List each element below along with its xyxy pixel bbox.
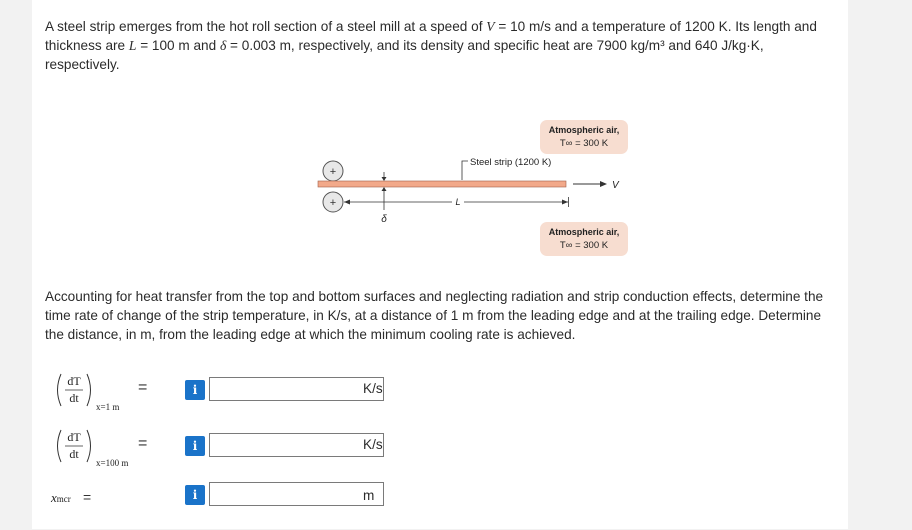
info-icon[interactable]: i [185, 380, 205, 400]
left-paren [58, 430, 62, 462]
info-icon[interactable]: i [185, 436, 205, 456]
answer-row-3 [32, 480, 848, 530]
problem-card [32, 0, 848, 529]
velocity-arrowhead [600, 181, 607, 187]
unit-label: K/s [363, 381, 383, 396]
distance-subscript: mcr [56, 494, 71, 504]
statement-text: = 0.003 m, respectively, and its density and specific heat are 7900 kg/m³ and 640 J/kg·K, respectively. [45, 38, 764, 72]
length-label: L [455, 197, 461, 207]
top-roller-symbol: + [329, 166, 337, 178]
rate-subscript: x=100 m [96, 458, 129, 468]
steel-strip-figure [282, 118, 632, 258]
right-paren [87, 374, 91, 406]
bottom-roller-symbol: + [329, 197, 337, 209]
length-symbol: L [128, 38, 137, 53]
thickness-symbol: δ [219, 38, 227, 53]
left-paren [58, 374, 62, 406]
question-text: Accounting for heat transfer from the top and bottom surfaces and neglecting radiation and strip conduction effects, determine the time rate of change of the strip temperature, in K/s, at a distance of 1 m from the leading edge and at the trailing edge. Determine the distance, in m, from the leading edge at which the minimum cooling rate is achieved. [45, 289, 824, 342]
answer-row-1 [32, 368, 848, 418]
thickness-label: δ [381, 214, 387, 225]
rate-expression-2 [52, 426, 142, 468]
statement-text: A steel strip emerges from the hot roll section of a steel mill at a speed of [45, 19, 487, 34]
length-arrowhead-left [344, 200, 350, 205]
rate-at-100m-input[interactable] [209, 433, 384, 457]
length-arrowhead-right [562, 200, 568, 205]
problem-statement [45, 17, 840, 74]
equals-sign: = [138, 379, 148, 396]
rate-at-1m-input[interactable] [209, 377, 384, 401]
top-air-label: Atmospheric air, [548, 125, 620, 135]
min-cooling-distance-input[interactable] [209, 482, 384, 506]
statement-text: = 10 m/s and a temperature of 1200 K. Its length and thickness are [45, 19, 817, 53]
rate-expression-1 [52, 370, 132, 412]
info-icon[interactable]: i [185, 485, 205, 505]
steel-strip [318, 181, 566, 187]
thickness-arrowhead-top [382, 177, 387, 181]
equals-sign: = [138, 435, 148, 452]
strip-label: Steel strip (1200 K) [470, 157, 552, 168]
bottom-air-temp: T∞ = 300 K [559, 240, 609, 251]
derivative-numerator: dT [67, 430, 81, 444]
thickness-arrowhead-bottom [382, 187, 387, 191]
distance-symbol: x [51, 490, 57, 505]
derivative-denominator: dt [69, 447, 79, 461]
strip-leader-line [462, 161, 468, 180]
bottom-air-label: Atmospheric air, [548, 227, 620, 237]
top-air-temp: T∞ = 300 K [559, 138, 609, 149]
distance-label [51, 490, 71, 506]
rate-subscript: x=1 m [96, 402, 120, 412]
equals-sign: = [83, 489, 92, 505]
answer-row-2 [32, 424, 848, 474]
unit-label: m [363, 488, 375, 503]
velocity-label: V [612, 180, 619, 191]
statement-text: = 100 m and [136, 38, 220, 53]
right-paren [87, 430, 91, 462]
derivative-denominator: dt [69, 391, 79, 405]
unit-label: K/s [363, 437, 383, 452]
velocity-symbol: V [486, 19, 495, 34]
derivative-numerator: dT [67, 374, 81, 388]
